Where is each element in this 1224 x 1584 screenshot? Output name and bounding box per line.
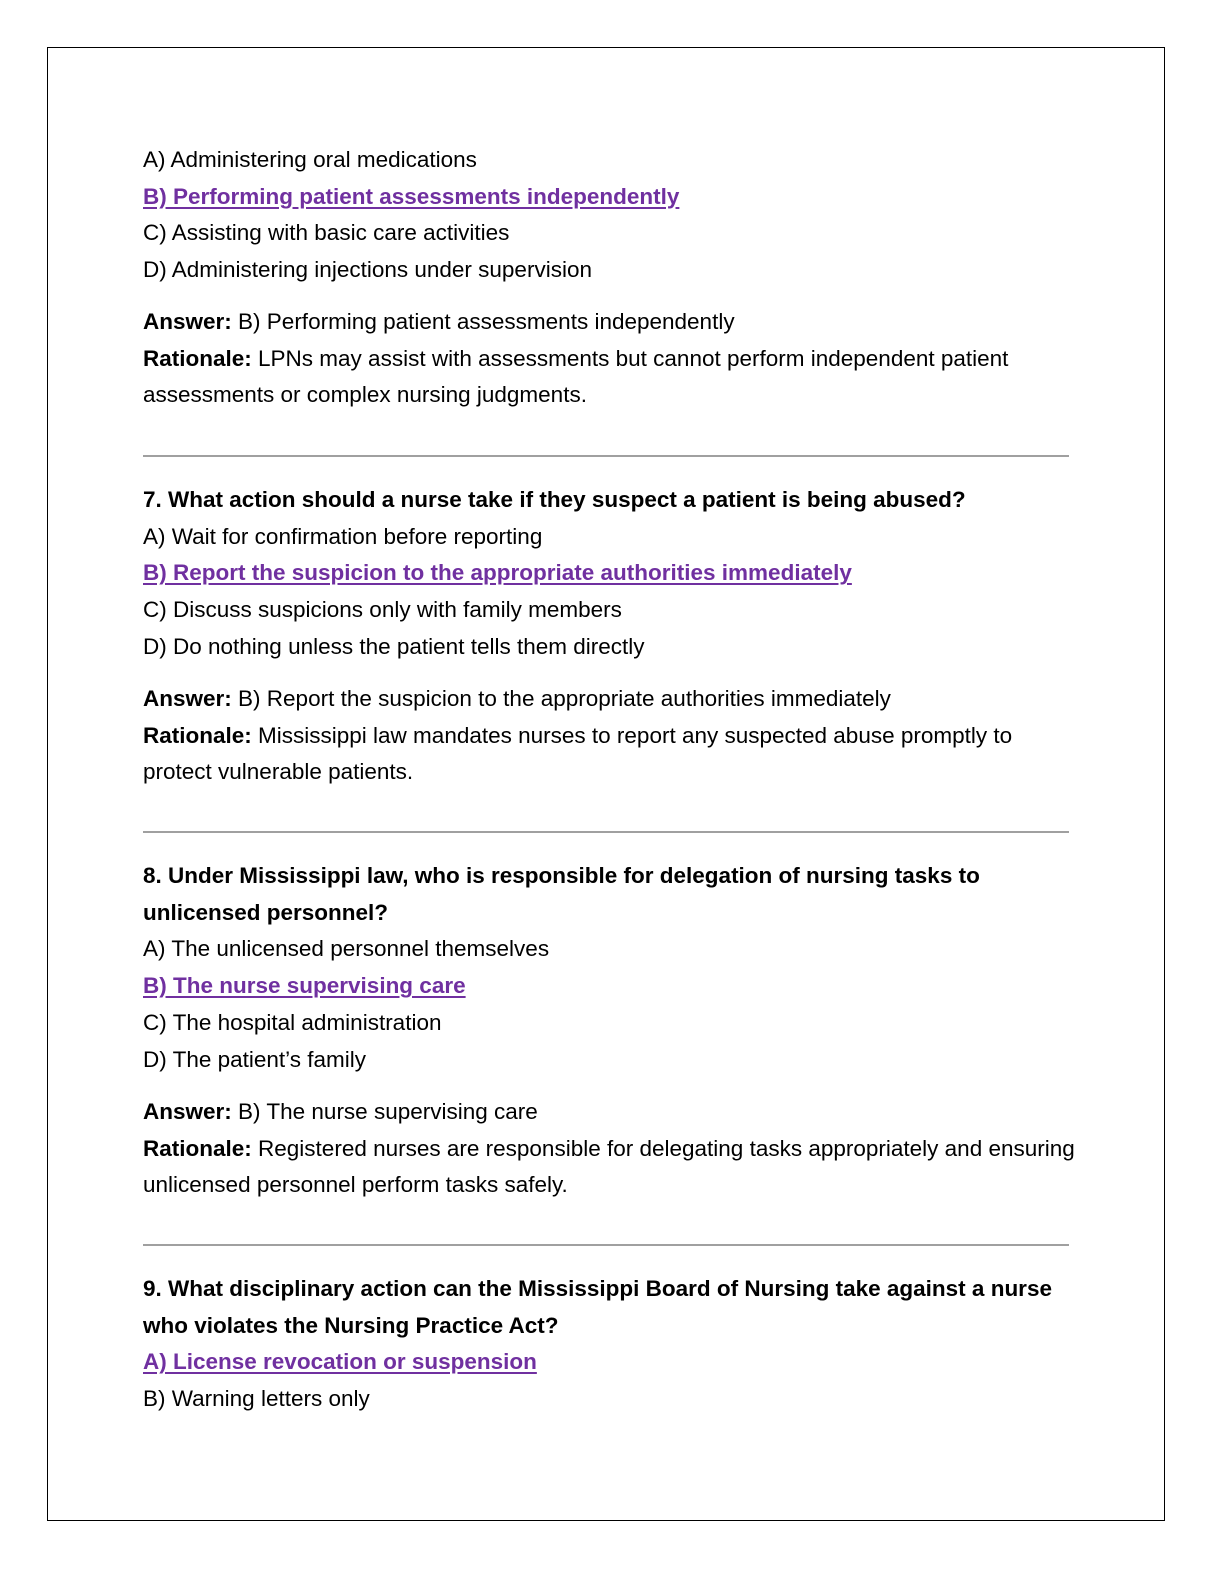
- rationale-text: Registered nurses are responsible for delegating tasks appropriately and ensuring unlicensed personnel perform tasks safely.: [143, 1135, 1075, 1198]
- q8-answer-block: [143, 1094, 1083, 1204]
- option-c: C) Discuss suspicions only with family members: [143, 597, 622, 623]
- question-text: 7. What action should a nurse take if they suspect a patient is being abused?: [143, 487, 966, 512]
- option-a: A) Administering oral medications: [143, 147, 477, 172]
- option-a-correct: A) License revocation or suspension: [143, 1349, 537, 1375]
- divider: [143, 455, 1069, 457]
- q6-answer-block: [143, 304, 1083, 414]
- option-b-correct: B) The nurse supervising care: [143, 973, 466, 999]
- option-c: C) Assisting with basic care activities: [143, 220, 510, 246]
- rationale-label: Rationale:: [143, 345, 252, 371]
- question-text: 9. What disciplinary action can the Mississippi Board of Nursing take against a nurse who violates the Nursing Practice Act?: [143, 1276, 1052, 1338]
- option-c: C) The hospital administration: [143, 1009, 442, 1035]
- q7-block: [143, 482, 1083, 666]
- divider: [143, 831, 1069, 833]
- rationale-label: Rationale:: [143, 1135, 252, 1161]
- answer-label: Answer:: [143, 686, 232, 711]
- rationale-label: Rationale:: [143, 722, 252, 748]
- option-b-correct: B) Report the suspicion to the appropriate authorities immediately: [143, 560, 852, 586]
- answer-text: B) Performing patient assessments independently: [238, 309, 735, 334]
- answer-label: Answer:: [143, 1099, 232, 1124]
- divider: [143, 1244, 1069, 1246]
- rationale-text: LPNs may assist with assessments but cannot perform independent patient assessments or complex nursing judgments.: [143, 345, 1009, 408]
- q9-block: [143, 1271, 1083, 1418]
- option-a: A) The unlicensed personnel themselves: [143, 936, 550, 962]
- answer-text: B) Report the suspicion to the appropriate authorities immediately: [238, 686, 891, 711]
- answer-label: Answer:: [143, 309, 232, 334]
- answer-text: B) The nurse supervising care: [238, 1099, 538, 1124]
- option-d: D) Administering injections under supervision: [143, 257, 592, 283]
- option-d: D) The patient’s family: [143, 1046, 367, 1072]
- option-b-correct: B) Performing patient assessments independently: [143, 183, 680, 209]
- option-a: A) Wait for confirmation before reporting: [143, 523, 543, 549]
- q6-options: [143, 142, 1083, 289]
- rationale-text: Mississippi law mandates nurses to report any suspected abuse promptly to protect vulnerable patients.: [143, 722, 1013, 785]
- option-d: D) Do nothing unless the patient tells them directly: [143, 633, 645, 659]
- question-text: 8. Under Mississippi law, who is responsible for delegation of nursing tasks to unlicensed personnel?: [143, 863, 980, 925]
- q7-answer-block: [143, 681, 1083, 791]
- q8-block: [143, 858, 1083, 1078]
- option-b: B) Warning letters only: [143, 1386, 370, 1412]
